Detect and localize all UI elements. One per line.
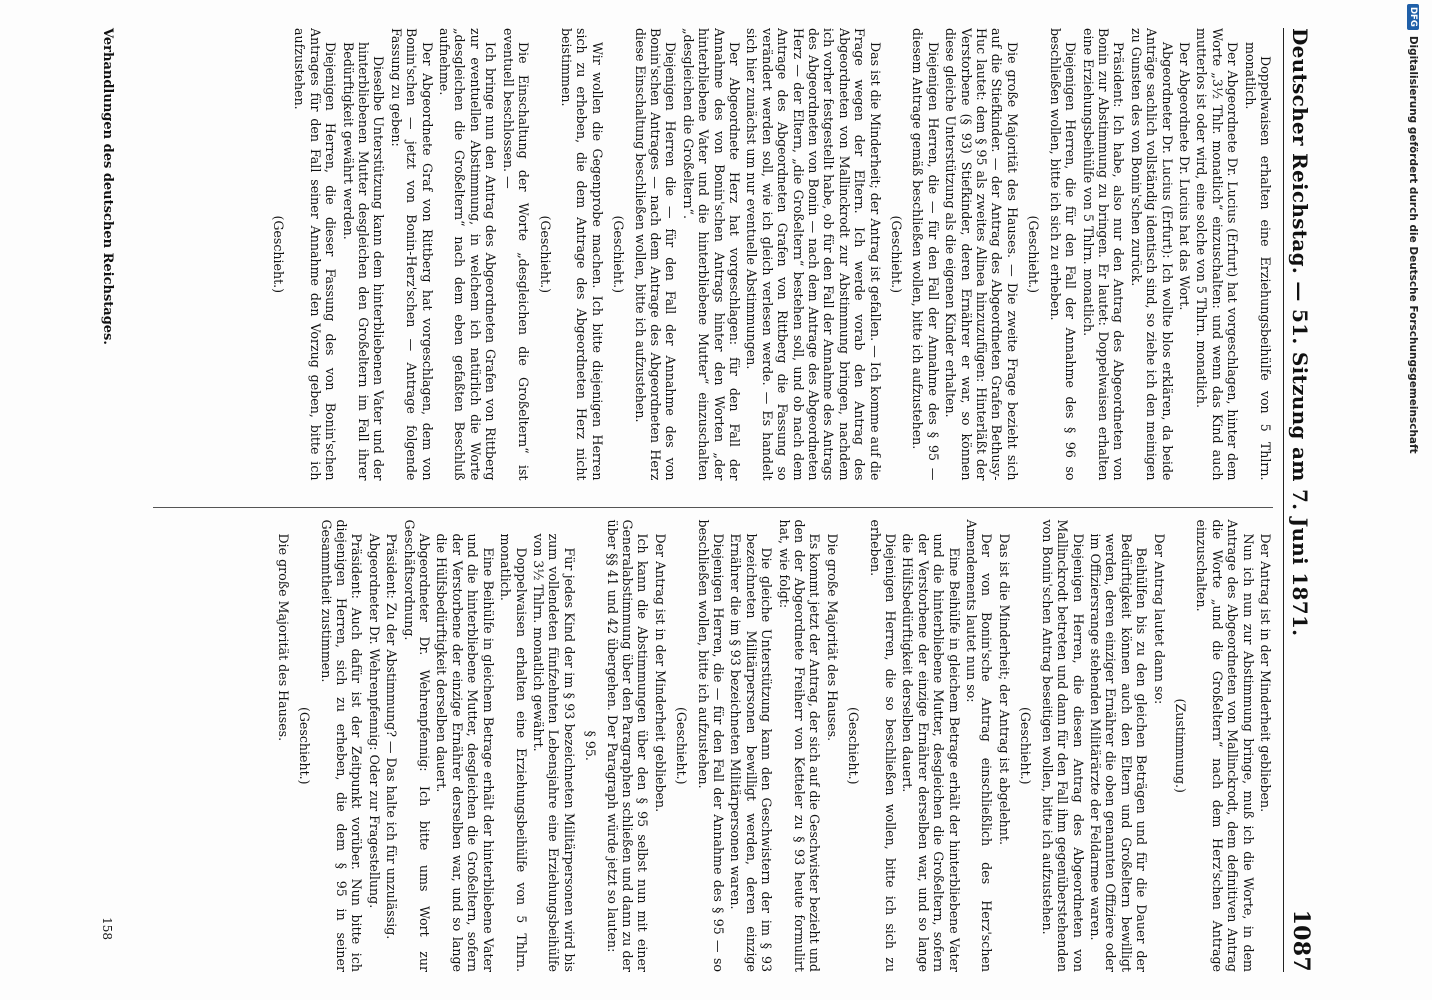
paragraph: Nun ich nun zur Abstimmung bringe, muß ich die Worte, in dem Antrage des Abgeordneten von Mallinckrodt, dem definitiven Antrag die Worte „und die Großeltern“ nach dem Herz'schen Antrage einzuschalten.: [1194, 519, 1256, 972]
page-number: 1087: [1288, 909, 1314, 972]
paragraph: Präsident: Auch dafür ist der Zeitpunkt vorüber. Nun bitte ich diejenigen Herren, sich zu erheben, die dem § 95 in seiner Gesammtheit zustimmen.: [318, 519, 365, 972]
paragraph: (Geschieht.): [674, 706, 690, 785]
paragraph: Der von Bonin'sche Antrag einschließlich des Herz'schen Amendements lautet nun so:: [964, 519, 995, 972]
paragraph: Der Antrag ist in der Minderheit geblieben.: [1258, 533, 1273, 813]
dfg-logo: DFG: [1407, 4, 1419, 30]
paragraph: (Geschieht.): [1018, 706, 1034, 785]
paragraph: Diejenigen Herren, die für den Fall der Annahme des § 96 so beschließen wollen, bitte ich sich zu erheben.: [1047, 28, 1079, 481]
paragraph: Für jedes Kind der im § 93 bezeichneten Militärpersonen wird bis zum vollendeten fünfzehnten Lebensjahre eine Erziehungsbeihülfe von 3½ Thlrn. monatlich gewährt.: [530, 533, 577, 972]
paragraph: Der Abgeordnete Dr. Lucius hat das Wort.: [1176, 42, 1192, 311]
dfg-text: Digitalisierung gefördert durch die Deutsche Forschungsgemeinschaft: [1407, 35, 1419, 454]
paragraph: § 95.: [583, 730, 599, 761]
paragraph: Dieselbe Unterstützung kann dem hinterbliebenen Vater und der hinterbliebenen Mutter desgleichen den Großeltern im Fall ihrer Bedürftigkeit gewährt werden.: [340, 42, 387, 481]
page-header: [1283, 28, 1314, 972]
paragraph: Präsident: Ich habe, also nur den Antrag des Abgeordneten von Bonin zur Abstimmung zu bringen. Er lautet: Doppelwaisen erhalten eine Erziehungsbeihülfe von 5 Thlrn. monatlich.: [1080, 28, 1127, 481]
left-column: [153, 28, 1273, 481]
paragraph: Doppelwaisen erhalten eine Erziehungsbeihülfe von 5 Thlrn. monatlich.: [1242, 42, 1273, 481]
paragraph: Ich kann die Abstimmungen über den § 95 selbst nun mit einer Generalabstimmung über den Paragraphen schließen und dann zu der über §§ 41 und 42 übergehen. Der Paragraph würde jetzt so lauten:: [604, 519, 651, 972]
paragraph: (Geschieht.): [611, 215, 627, 294]
paragraph: Abgeordneter Dr. Wehrenpfennig: Ich bitte ums Wort zur Geschäftsordnung.: [401, 519, 433, 972]
paragraph: Präsident: Zu der Abstimmung? — Das halte ich für unzulässig.: [384, 533, 400, 940]
paragraph: (Geschieht.): [537, 215, 553, 294]
paragraph: Das ist die Minderheit; der Antrag ist abgelehnt.: [996, 533, 1012, 845]
paragraph: Das ist die Minderheit; der Antrag ist gefallen. — Ich komme auf die Frage wegen der Eltern. Ich werde vorab den Antrag des Abgeordneten von Mallinckrodt zur Abstimmung bringen, nachdem ich vorher festgestellt habe, ob für den Fall der Annahme des Antrags des Abgeordneten von Bonin — nach dem Antrage des Abgeordneten Herz — der Eltern, „die Großeltern“ bestehen soll, und ob nach dem Antrage des Abgeordneten Grafen von Rittberg die Fassung so verändert werden soll, wie ich gleich verlesen werde. — Es handelt sich hier zunächst um nur eventuelle Abstimmungen.: [744, 28, 883, 481]
paragraph: Abgeordneter Dr. Lucius (Erfurt): Ich wollte blos erklären, da beide Anträge sachlich vollständig identisch sind, so ziehe ich den meinigen zu Gunsten des von Bonin'schen zurück.: [1128, 28, 1175, 481]
paragraph: (Geschieht.): [846, 706, 862, 785]
paragraph: (Geschieht.): [889, 215, 905, 294]
header-title: Deutscher Reichstag. — 51. Sitzung am 7. Juni 1871.: [1288, 28, 1312, 637]
paragraph: Der Antrag ist in der Minderheit geblieben.: [652, 533, 668, 813]
paragraph: (Zustimmung.): [1172, 698, 1188, 793]
signature-mark: 158: [100, 917, 114, 940]
right-column: [153, 507, 1273, 973]
paragraph: Diejenigen Herren, die — für den Fall der Annahme des § 95 — diesem Antrage gemäß beschließen wollen, bitte ich aufzustehen.: [910, 28, 941, 481]
paragraph: Der Abgeordnete Dr. Lucius (Erfurt) hat vorgeschlagen, hinter dem Worte „3½ Thlr. monatlich“ einzuschalten: und wenn das Kind auch mutterlos ist oder wird, eine solche von 5 Thlrn. monatlich.: [1194, 28, 1241, 481]
paragraph: (Geschieht.): [297, 706, 313, 785]
paragraph: Die große Majorität des Hauses.: [824, 533, 840, 742]
paragraph: (Geschieht.): [1026, 215, 1042, 294]
text-columns: [153, 28, 1273, 972]
paragraph: Diejenigen Herren, die — für den Fall der Annahme des § 95 — so beschließen wollen, bitte ich aufzustehen.: [695, 519, 726, 972]
paragraph: Die Einschaltung der Worte „desgleichen die Großeltern“ ist eventuell beschlossen. —: [500, 28, 532, 481]
paragraph: Beihülfen bis zu den gleichen Beträgen und für die Dauer der Bedürftigkeit können auch den Eltern und Großeltern bewilligt werden, deren einziger Ernährer die oben genannten Offiziere oder im Offiziersrange stehenden Militärärzte der Feldarmee waren.: [1087, 533, 1150, 972]
paragraph: Doppelwaisen erhalten eine Erziehungsbeihülfe von 5 Thlrn. monatlich.: [498, 533, 529, 972]
dfg-watermark: [1400, 0, 1426, 1000]
paragraph: Der Abgeordnete Herz hat vorgeschlagen: für den Fall der Annahme des von Bonin'schen Antrags hinter den Worten „der hinterbliebene Vater und die hinterbliebene Mutter“ einzuschalten „desgleichen die Großeltern“.: [680, 28, 742, 481]
paragraph: Eine Beihülfe in gleichem Betrage erhält der hinterbliebene Vater und die hinterbliebene Mutter, desgleichen die Großeltern, sofern der Verstorbene der einzige Ernährer derselben war, und so lange die Hülfsbedürftigkeit derselben dauert.: [434, 533, 496, 972]
rotated-print-sheet: [92, 0, 1332, 1000]
paragraph: Eine Beihülfe in gleichem Betrage erhält der hinterbliebene Vater und die hinterbliebene Mutter, desgleichen die Großeltern, sofern der Verstorbene der einzige Ernährer derselben war, und so lange die Hülfsbedürftigkeit derselben dauert.: [900, 533, 962, 972]
paragraph: Die große Majorität des Hauses.: [275, 533, 291, 742]
paragraph: Diejenigen Herren, die so beschließen wollen, bitte ich sich zu erheben.: [867, 519, 899, 972]
paragraph: Der Abgeordnete Graf von Rittberg hat vorgeschlagen, dem von Bonin'schen — jetzt von Bonin-Herz'schen — Antrage folgende Fassung zu geben:: [388, 28, 435, 481]
paragraph: Wir wollen die Gegenprobe machen. Ich bitte diejenigen Herren sich zu erheben, die dem Antrage des Abgeordneten Herz nicht beistimmen.: [558, 28, 605, 481]
paragraph: Die große Majorität des Hauses. — Die zweite Frage bezieht sich auf die Stiefkinder. — der Antrag des Abgeordneten Grafen Bethusy-Huc lautet: dem § 95 als zweites Alinea hinzuzufügen: Hinterläßt der Verstorbene (§ 93) Stiefkinder, deren Ernährer er war, so können diese gleiche Unterstützung als die eigenen Kinder erhalten.: [943, 28, 1020, 481]
paragraph: Der Antrag lautet dann so:: [1151, 533, 1167, 705]
paragraph: Diejenigen Herren, die diesen Antrag des Abgeordneten von Mallinckrodt betreten und dann für den Fall ihm gegenüberstehenden von Bonin'schen Antrag beseitigen wollen, bitte ich aufzustehen.: [1039, 519, 1086, 972]
paragraph: Die gleiche Unterstützung kann den Geschwistern der im § 93 bezeichneten Militärpersonen bewilligt werden, deren einzige Ernährer die im § 93 bezeichneten Militärpersonen waren.: [728, 533, 775, 972]
paragraph: Es kommt jetzt der Antrag, der sich auf die Geschwister bezieht und den der Abgeordnete Freiherr von Ketteler zu § 93 heute formulirt hat, wie folgt:: [776, 519, 823, 972]
footer-left: Verhandlungen des deutschen Reichstages.: [100, 28, 115, 345]
paragraph: (Geschieht.): [271, 215, 287, 294]
paragraph: Diejenigen Herren, die dieser Fassung des von Bonin'schen Antrages für den Fall seiner Annahme den Vorzug geben, bitte ich aufzustehen.: [292, 28, 339, 481]
paragraph: Abgeordneter Dr. Wehrenpfennig: Oder zur Fragestellung.: [366, 533, 382, 909]
paragraph: Ich bringe nun den Antrag des Abgeordneten Grafen von Rittberg zur eventuellen Abstimmung, in welchem ich natürlich die Worte „desgleichen die Großeltern“ nach dem eben gefaßten Beschluß aufnehme.: [437, 28, 499, 481]
paragraph: Diejenigen Herren die — für den Fall der Annahme des von Bonin'schen Antrages — nach dem Antrage des Abgeordneten Herz diese Einschaltung beschließen wollen, bitte ich aufzustehen.: [632, 28, 679, 481]
